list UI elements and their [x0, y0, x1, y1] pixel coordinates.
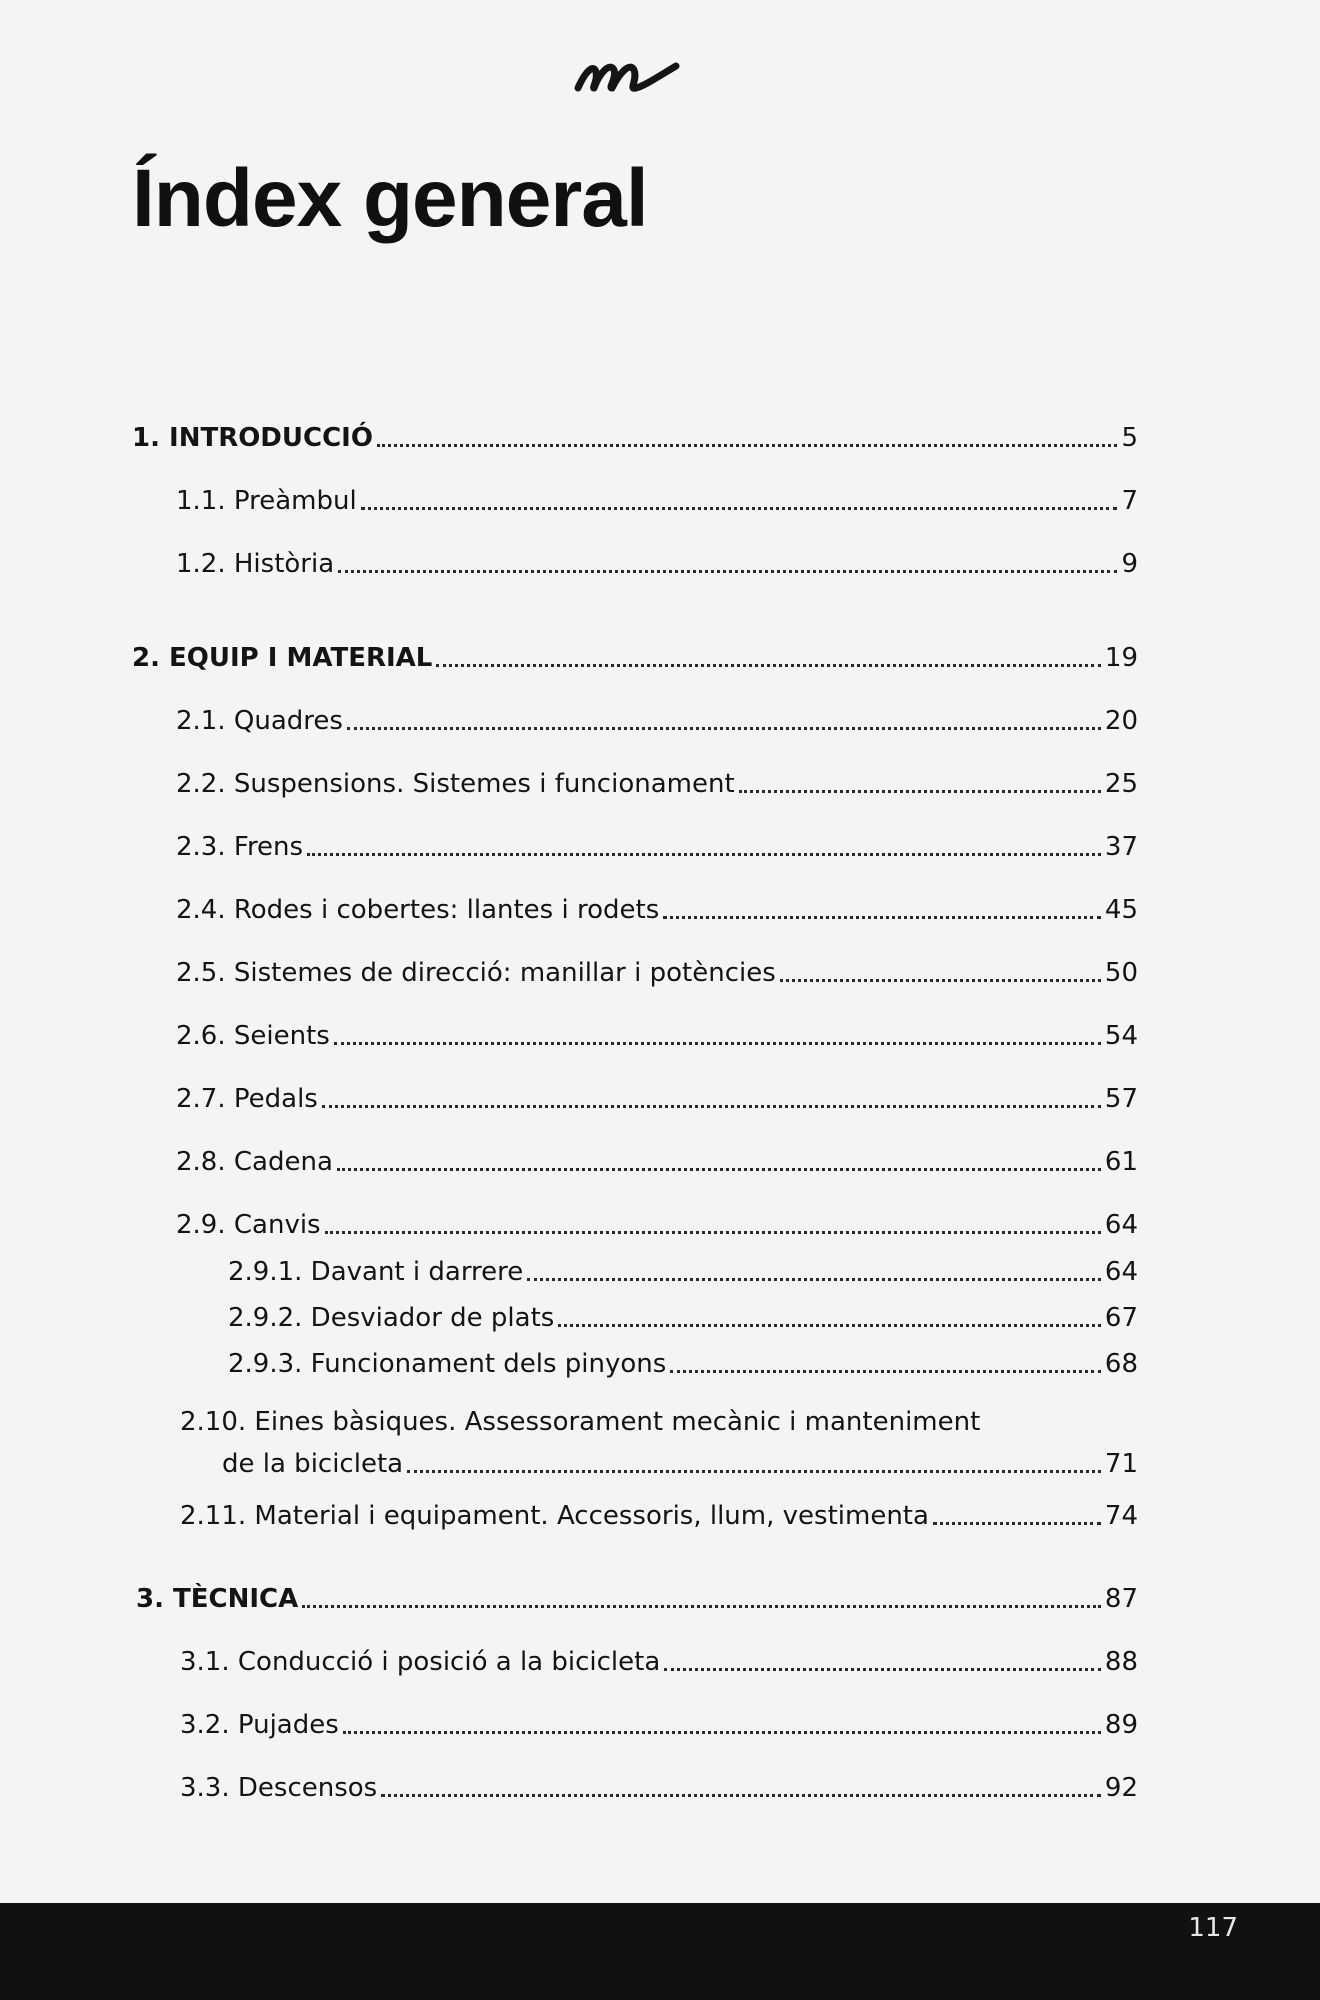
toc-entry-3-1 [180, 1636, 1138, 1678]
toc-page-number: 20 [1104, 706, 1138, 737]
toc-entry-2-4 [176, 884, 1138, 926]
dot-leader [670, 1369, 1101, 1373]
toc-label: de la bicicleta [222, 1449, 404, 1480]
toc-label: 2.3. Frens [176, 832, 304, 863]
dot-leader [663, 915, 1101, 919]
dot-leader [322, 1104, 1101, 1108]
toc-page-number: 64 [1104, 1210, 1138, 1241]
dot-leader [381, 1793, 1101, 1797]
toc-entry-1-2 [176, 538, 1138, 580]
toc-label: 2.2. Suspensions. Sistemes i funcionament [176, 769, 735, 800]
toc-label: 2.1. Quadres [176, 706, 343, 737]
toc-label: 2.5. Sistemes de direcció: manillar i potències [176, 958, 776, 989]
dot-leader [307, 852, 1101, 856]
toc-entry-3-3 [180, 1762, 1138, 1804]
toc-page-number: 19 [1104, 643, 1138, 674]
dot-leader [361, 506, 1118, 510]
toc-page-number: 87 [1104, 1584, 1138, 1615]
toc-label: 3.2. Pujades [180, 1710, 339, 1741]
toc-page-number: 64 [1104, 1257, 1138, 1288]
toc-entry-2-5 [176, 947, 1138, 989]
toc-entry-2-11 [180, 1490, 1138, 1532]
toc-entry-2-6 [176, 1010, 1138, 1052]
toc-label: 2.4. Rodes i cobertes: llantes i rodets [176, 895, 660, 926]
toc-page-number: 67 [1104, 1303, 1138, 1334]
page-title: Índex general [132, 153, 648, 244]
toc-entry-2-9-1 [228, 1246, 1138, 1288]
toc-page-number: 68 [1104, 1349, 1138, 1380]
toc-entry-2-9-3 [228, 1338, 1138, 1380]
dot-leader [343, 1730, 1101, 1734]
toc-label: 2.6. Seients [176, 1021, 330, 1052]
dot-leader [302, 1604, 1101, 1608]
toc-page-number: 5 [1121, 423, 1138, 454]
toc-label: 2.9.1. Davant i darrere [228, 1257, 524, 1288]
toc-entry-1-1 [176, 475, 1138, 517]
toc-entry-2-8 [176, 1136, 1138, 1178]
toc-label: 2.9.3. Funcionament dels pinyons [228, 1349, 667, 1380]
toc-entry-section-1 [132, 412, 1138, 454]
toc-entry-2-10 [222, 1438, 1138, 1480]
dot-leader [664, 1667, 1101, 1671]
toc-page-number: 92 [1104, 1773, 1138, 1804]
toc-page-number: 50 [1104, 958, 1138, 989]
toc-label: 3.1. Conducció i posició a la bicicleta [180, 1647, 661, 1678]
toc-entry-2-9 [176, 1199, 1138, 1241]
dot-leader [347, 726, 1101, 730]
toc-page-number: 71 [1104, 1449, 1138, 1480]
toc-page-number: 61 [1104, 1147, 1138, 1178]
toc-label: 1. INTRODUCCIÓ [132, 423, 373, 454]
toc-page-number: 74 [1104, 1501, 1138, 1532]
toc-entry-2-2 [176, 758, 1138, 800]
toc-page-number: 89 [1104, 1710, 1138, 1741]
toc-label: 3.3. Descensos [180, 1773, 378, 1804]
toc-entry-2-7 [176, 1073, 1138, 1115]
publisher-logo-m [572, 50, 682, 100]
dot-leader [337, 1167, 1101, 1171]
toc-label: 1.1. Preàmbul [176, 486, 357, 517]
toc-entry-3-2 [180, 1699, 1138, 1741]
dot-leader [933, 1521, 1101, 1525]
toc-entry-2-9-2 [228, 1292, 1138, 1334]
toc-page-number: 45 [1104, 895, 1138, 926]
toc-page-number: 25 [1104, 769, 1138, 800]
toc-label: 2.9.2. Desviador de plats [228, 1303, 555, 1334]
footer-bar [0, 1903, 1320, 2000]
toc-page-number: 7 [1121, 486, 1138, 517]
dot-leader [338, 569, 1117, 573]
toc-page-number: 88 [1104, 1647, 1138, 1678]
toc-label: 2. EQUIP I MATERIAL [132, 643, 433, 674]
dot-leader [325, 1230, 1101, 1234]
toc-page-number: 37 [1104, 832, 1138, 863]
toc-page-number: 9 [1121, 549, 1138, 580]
folio-page-number: 117 [1188, 1913, 1238, 1943]
toc-label: 2.11. Material i equipament. Accessoris, llum, vestimenta [180, 1501, 929, 1532]
dot-leader [739, 789, 1101, 793]
toc-label: 2.9. Canvis [176, 1210, 321, 1241]
toc-entry-2-10-line1: 2.10. Eines bàsiques. Assessorament mecànic i manteniment [180, 1407, 981, 1437]
dot-leader [527, 1277, 1101, 1281]
dot-leader [558, 1323, 1101, 1327]
dot-leader [780, 978, 1101, 982]
dot-leader [436, 663, 1101, 667]
toc-entry-2-3 [176, 821, 1138, 863]
toc-label: 2.8. Cadena [176, 1147, 333, 1178]
dot-leader [407, 1469, 1101, 1473]
dot-leader [377, 443, 1118, 447]
toc-entry-2-1 [176, 695, 1138, 737]
toc-label: 2.7. Pedals [176, 1084, 318, 1115]
toc-label: 3. TÈCNICA [136, 1584, 299, 1615]
toc-page-number: 57 [1104, 1084, 1138, 1115]
dot-leader [334, 1041, 1101, 1045]
toc-label: 1.2. Història [176, 549, 335, 580]
toc-entry-section-2 [132, 632, 1138, 674]
toc-page-number: 54 [1104, 1021, 1138, 1052]
toc-entry-section-3 [136, 1573, 1138, 1615]
